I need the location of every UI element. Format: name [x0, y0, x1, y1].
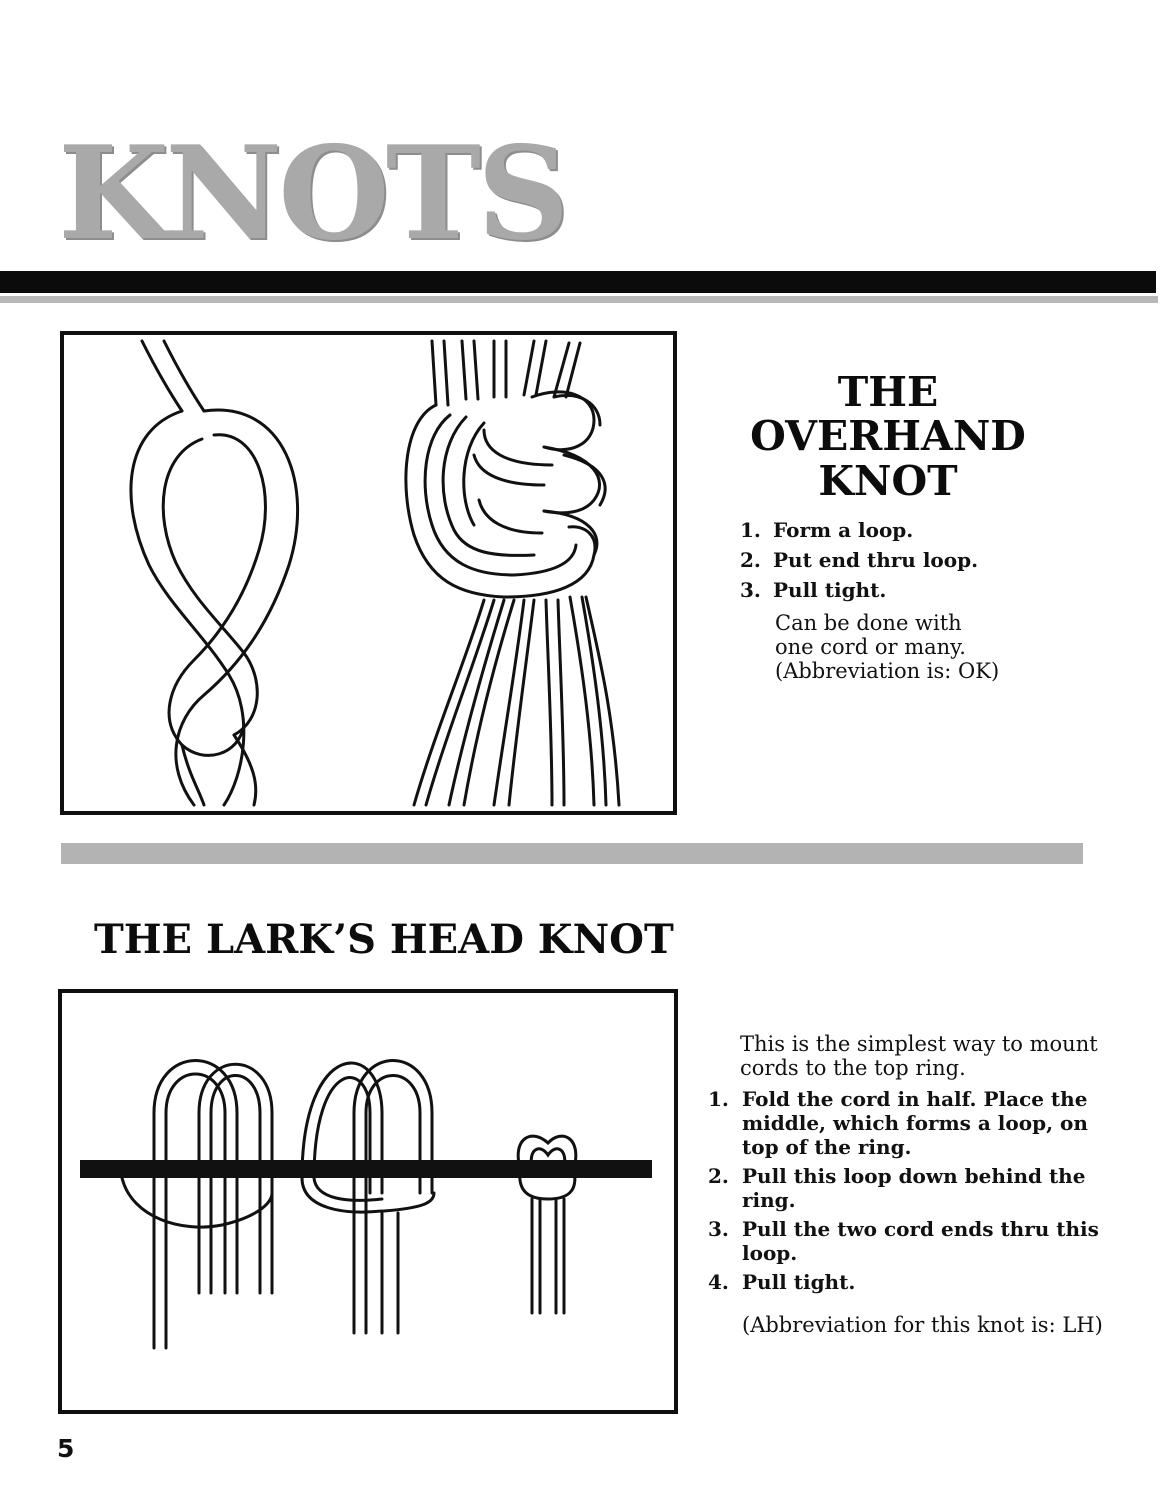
multi-cord-knot	[406, 341, 619, 805]
overhand-knot-drawing	[64, 335, 673, 811]
page-number: 5	[57, 1434, 75, 1463]
step-text	[742, 1217, 1099, 1265]
overhand-knot-heading	[688, 370, 1088, 503]
overhand-knot-illustration	[60, 331, 677, 815]
larks-head-intro	[740, 1033, 1100, 1081]
list-item	[708, 1164, 1118, 1212]
step-number: 4.	[708, 1270, 729, 1294]
step-text: Form a loop.	[773, 518, 914, 542]
larks-intro-line2: cords to the top ring.	[740, 1055, 966, 1080]
list-item	[708, 1270, 1118, 1294]
section-divider	[61, 843, 1083, 864]
step-number: 3.	[708, 1217, 729, 1241]
list-item	[740, 578, 1070, 602]
overhand-note-line2: one cord or many.	[775, 634, 966, 659]
title-rule-thick	[0, 271, 1156, 293]
step-text	[742, 1164, 1085, 1212]
larks-head-steps-list	[708, 1087, 1118, 1299]
step-number: 2.	[708, 1164, 729, 1188]
overhand-heading-line2: OVERHAND KNOT	[750, 412, 1026, 505]
larks-head-note: (Abbreviation for this knot is: LH)	[742, 1313, 1103, 1337]
cord-step-1	[122, 1061, 272, 1349]
overhand-steps-list	[740, 518, 1070, 608]
step-text: Pull tight.	[773, 578, 887, 602]
title-rule-thin	[0, 296, 1158, 303]
larks-head-knot-illustration	[58, 989, 678, 1414]
cord-step-2	[302, 1061, 434, 1334]
step-number: 3.	[740, 578, 761, 602]
step-text-line: Pull the two cord ends thru this	[742, 1217, 1099, 1241]
list-item	[740, 548, 1070, 572]
larks-intro-line1: This is the simplest way to mount	[740, 1032, 1098, 1056]
list-item	[708, 1217, 1118, 1265]
step-text-line: Pull this loop down behind the	[742, 1164, 1086, 1188]
step-text-line: top of the ring.	[742, 1135, 912, 1159]
list-item	[708, 1087, 1118, 1159]
overhand-note	[775, 612, 1075, 684]
list-item	[740, 518, 1070, 542]
step-text-line: Fold the cord in half. Place the	[742, 1087, 1088, 1111]
step-text-line: ring.	[742, 1188, 796, 1212]
single-cord-knot	[131, 341, 298, 805]
step-number: 1.	[740, 518, 761, 542]
step-text-line: loop.	[742, 1241, 798, 1265]
step-text	[742, 1087, 1088, 1159]
step-number: 1.	[708, 1087, 729, 1111]
step-text-line: middle, which forms a loop, on	[742, 1111, 1088, 1135]
step-text: Put end thru loop.	[773, 548, 979, 572]
larks-head-knot-heading: THE LARK’S HEAD KNOT	[94, 916, 674, 963]
overhand-note-line3: (Abbreviation is: OK)	[775, 658, 1000, 683]
overhand-heading-line1: THE	[837, 368, 939, 416]
larks-head-knot-drawing	[62, 993, 674, 1410]
step-number: 2.	[740, 548, 761, 572]
step-text: Pull tight.	[742, 1270, 856, 1294]
overhand-note-line1: Can be done with	[775, 611, 962, 635]
page-title: KNOTS	[58, 119, 566, 269]
